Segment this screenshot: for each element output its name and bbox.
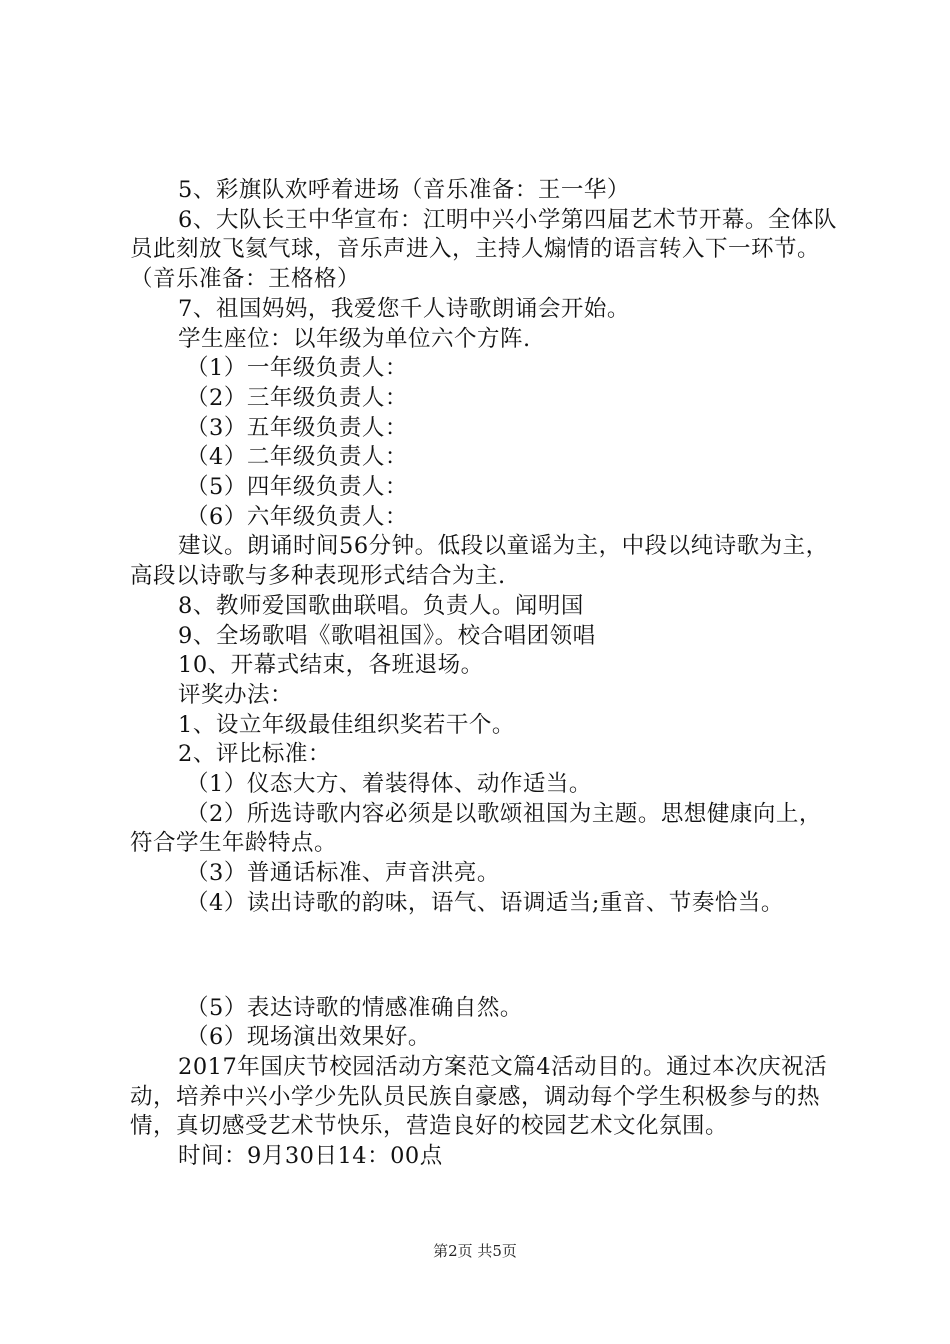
paragraph: 建议。朗诵时间56分钟。低段以童谣为主，中段以纯诗歌为主，高段以诗歌与多种表现形式结合为主. <box>130 533 829 590</box>
paragraph: （2）三年级负责人： <box>186 384 408 411</box>
paragraph: 9、全场歌唱《歌唱祖国》。校合唱团领唱 <box>178 622 596 649</box>
paragraph: 10、开幕式结束，各班退场。 <box>178 652 484 679</box>
paragraph: 评奖办法： <box>178 681 294 708</box>
paragraph: （6）六年级负责人： <box>186 503 408 530</box>
paragraph: （5）表达诗歌的情感准确自然。 <box>186 994 523 1021</box>
paragraph: 2、评比标准： <box>178 741 331 768</box>
paragraph: 时间：9月30日14：00点 <box>178 1143 443 1170</box>
paragraph: 1、设立年级最佳组织奖若干个。 <box>178 711 515 738</box>
paragraph: 2017年国庆节校园活动方案范文篇4活动目的。通过本次庆祝活动，培养中兴小学少先队员民族自豪感，调动每个学生积极参与的热情，真切感受艺术节快乐，营造良好的校园艺术文化氛围。 <box>130 1053 828 1140</box>
paragraph: 学生座位：以年级为单位六个方阵. <box>178 325 531 352</box>
paragraph: 7、祖国妈妈，我爱您千人诗歌朗诵会开始。 <box>178 295 630 322</box>
page-footer: 第2页 共5页 <box>433 1242 517 1260</box>
paragraph: （3）普通话标准、声音洪亮。 <box>186 860 500 887</box>
paragraph: （3）五年级负责人： <box>186 414 408 441</box>
paragraph: （5）四年级负责人： <box>186 474 408 501</box>
paragraph: （6）现场演出效果好。 <box>186 1024 431 1051</box>
paragraph: （4）二年级负责人： <box>186 444 408 471</box>
document-body <box>130 176 840 1172</box>
paragraph: 8、教师爱国歌曲联唱。负责人。闻明国 <box>178 592 584 619</box>
paragraph: （1）一年级负责人： <box>186 355 408 382</box>
paragraph-spacer <box>130 941 840 971</box>
paragraph: 5、彩旗队欢呼着进场（音乐准备：王一华） <box>178 177 630 203</box>
paragraph: 6、大队长王中华宣布：江明中兴小学第四届艺术节开幕。全体队员此刻放飞氦气球，音乐声进入，主持人煽情的语言转入下一环节。（音乐准备：王格格） <box>130 206 837 293</box>
paragraph: （2）所选诗歌内容必须是以歌颂祖国为主题。思想健康向上，符合学生年龄特点。 <box>130 800 822 857</box>
paragraph: （1）仪态大方、着装得体、动作适当。 <box>186 771 592 798</box>
paragraph: （4）读出诗歌的韵味，语气、语调适当;重音、节奏恰当。 <box>186 889 784 916</box>
